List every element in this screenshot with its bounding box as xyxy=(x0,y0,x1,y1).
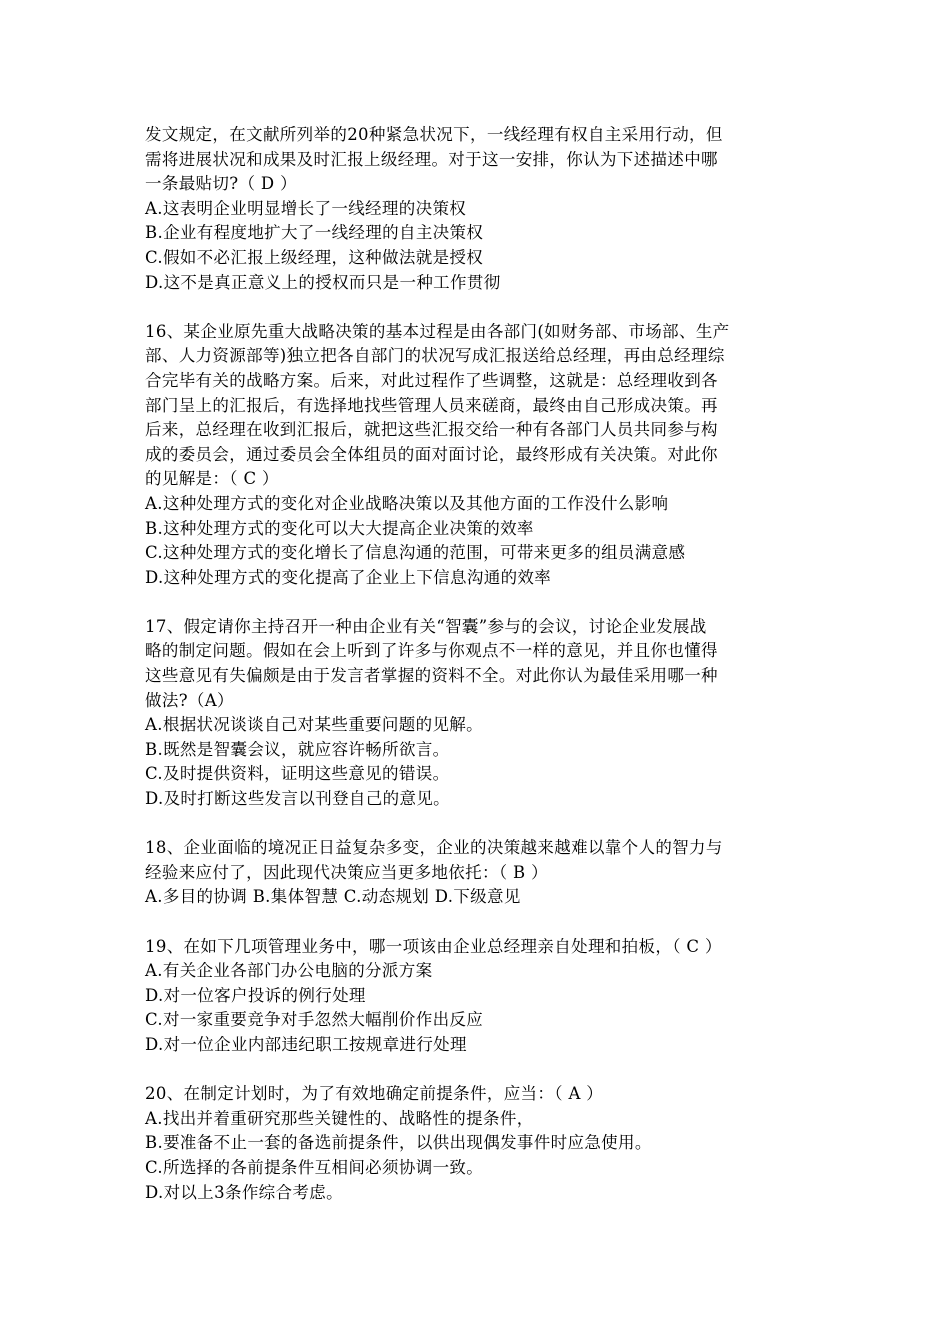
stem-line: 略的制定问题。假如在会上听到了许多与你观点不一样的意见，并且你也懂得 xyxy=(145,641,718,661)
stem-line: 成的委员会，通过委员会全体组员的面对面讨论，最终形成有关决策。对此你 xyxy=(145,444,718,464)
stem-line: 经验来应付了，因此现代决策应当更多地依托：（ B ） xyxy=(145,862,548,882)
option-c: C.这种处理方式的变化增长了信息沟通的范围，可带来更多的组员满意感 xyxy=(145,543,686,563)
option-d: D.这不是真正意义上的授权而只是一种工作贯彻 xyxy=(145,272,501,292)
stem-line: 部门呈上的汇报后，有选择地找些管理人员来磋商，最终由自己形成决策。再 xyxy=(145,395,718,415)
option-b: B.这种处理方式的变化可以大大提高企业决策的效率 xyxy=(145,518,534,538)
option-d: D.及时打断这些发言以刊登自己的意见。 xyxy=(145,789,451,809)
option-d: D.对一位企业内部违纪职工按规章进行处理 xyxy=(145,1034,467,1054)
stem-line: 17、假定请你主持召开一种由企业有关“智囊”参与的会议，讨论企业发展战 xyxy=(145,616,707,636)
option-b: B.要准备不止一套的备选前提条件，以供出现偶发事件时应急使用。 xyxy=(145,1133,652,1153)
stem-line: 做法?（A） xyxy=(145,690,234,710)
option-a: A.这表明企业明显增长了一线经理的决策权 xyxy=(145,198,467,218)
stem-line: 需将进展状况和成果及时汇报上级经理。对于这一安排，你认为下述描述中哪 xyxy=(145,149,718,169)
option-a: A.找出并着重研究那些关键性的、战略性的提条件， xyxy=(145,1108,534,1128)
question-stem xyxy=(145,1082,810,1107)
question-18 xyxy=(145,836,810,910)
option-c: C.所选择的各前提条件互相间必须协调一致。 xyxy=(145,1157,484,1177)
document-page xyxy=(145,123,810,1230)
question-stem xyxy=(145,935,810,960)
option-c: C.假如不必汇报上级经理，这种做法就是授权 xyxy=(145,247,484,267)
stem-line: 后来，总经理在收到汇报后，就把这些汇报交给一种有各部门人员共同参与构 xyxy=(145,420,718,440)
option-d: D.对一位客户投诉的例行处理 xyxy=(145,985,366,1005)
question-stem xyxy=(145,123,810,197)
option-a: A.根据状况谈谈自己对某些重要问题的见解。 xyxy=(145,715,484,735)
option-line: A.多目的协调 B.集体智慧 C.动态规划 D.下级意见 xyxy=(145,887,521,907)
stem-line: 18、企业面临的境况正日益复杂多变，企业的决策越来越难以靠个人的智力与 xyxy=(145,838,723,858)
option-d: D.这种处理方式的变化提高了企业上下信息沟通的效率 xyxy=(145,567,552,587)
stem-line: 部、人力资源部等)独立把各自部门的状况写成汇报送给总经理，再由总经理综 xyxy=(145,346,725,366)
option-c: C.对一家重要竞争对手忽然大幅削价作出反应 xyxy=(145,1010,484,1030)
option-c: C.及时提供资料，证明这些意见的错误。 xyxy=(145,764,450,784)
question-19 xyxy=(145,935,810,1058)
stem-line: 一条最贴切?（ D ） xyxy=(145,174,297,194)
stem-line: 合完毕有关的战略方案。后来，对此过程作了些调整，这就是：总经理收到各 xyxy=(145,370,718,390)
question-15 xyxy=(145,123,810,295)
question-stem xyxy=(145,836,810,885)
stem-line: 16、某企业原先重大战略决策的基本过程是由各部门(如财务部、市场部、生产 xyxy=(145,321,730,341)
option-a: A.有关企业各部门办公电脑的分派方案 xyxy=(145,961,433,981)
stem-line: 这些意见有失偏颇是由于发言者掌握的资料不全。对此你认为最佳采用哪一种 xyxy=(145,666,718,686)
question-stem xyxy=(145,320,810,492)
stem-line: 的见解是：（ C ） xyxy=(145,469,279,489)
stem-line: 发文规定，在文献所列举的20种紧急状况下，一线经理有权自主采用行动，但 xyxy=(145,125,723,144)
question-17 xyxy=(145,615,810,812)
question-stem xyxy=(145,615,810,713)
stem-line: 20、在制定计划时，为了有效地确定前提条件，应当：（ A ） xyxy=(145,1084,604,1104)
option-a: A.这种处理方式的变化对企业战略决策以及其他方面的工作没什么影响 xyxy=(145,493,669,513)
option-d: D.对以上3条作综合考虑。 xyxy=(145,1182,343,1202)
question-16 xyxy=(145,320,810,591)
stem-line: 19、在如下几项管理业务中，哪一项该由企业总经理亲自处理和拍板，（ C ） xyxy=(145,936,722,956)
option-b: B.企业有程度地扩大了一线经理的自主决策权 xyxy=(145,223,484,243)
question-20 xyxy=(145,1082,810,1205)
option-b: B.既然是智囊会议，就应容许畅所欲言。 xyxy=(145,739,450,759)
